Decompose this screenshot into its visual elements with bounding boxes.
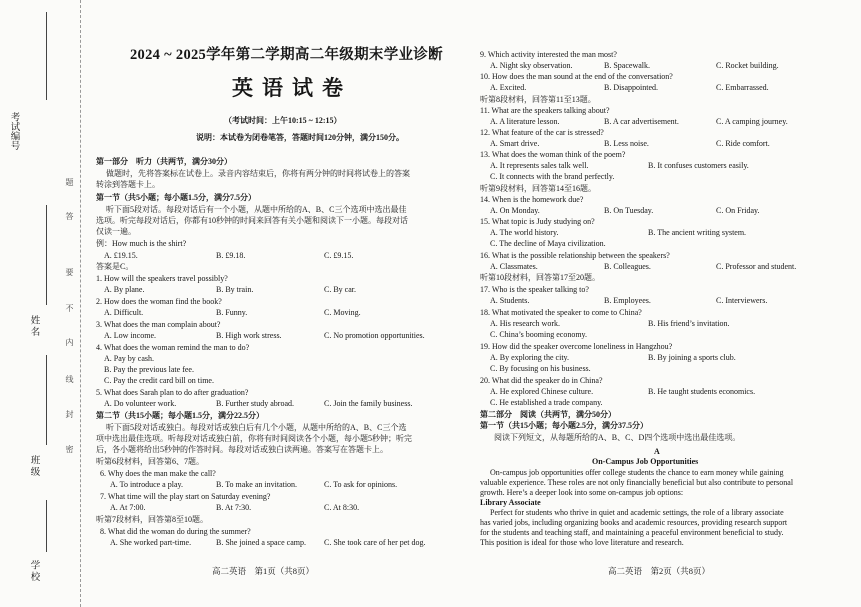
section1-text: 仅读一遍。 [96, 227, 136, 236]
part1-heading: 第一部分 听力（共两节，满分30分） [96, 157, 232, 166]
option: B. Disappointed. [604, 83, 658, 92]
option: C. By focusing on his business. [490, 364, 591, 373]
page-footer: 高二英语 第1页（共8页） [212, 566, 315, 576]
option: A. The world history. [490, 228, 559, 237]
option: A. Difficult. [104, 308, 144, 317]
option: A. Pay by cash. [104, 354, 154, 363]
passage-line: On-campus job opportunities offer college students the chance to earn money while gaining [490, 468, 784, 477]
section1-text: 选项。听完每段对话后，你都有10秒钟的时间来回答有关小题和阅读下一小题。每段对话 [96, 216, 408, 225]
option: C. At 8:30. [324, 503, 360, 512]
option: B. By train. [216, 285, 254, 294]
option: A. His research work. [490, 319, 560, 328]
passage-line: Perfect for students who thrive in quiet and academic settings, the role of a library associate [490, 508, 784, 517]
seal-char: 不 [65, 304, 74, 312]
option: A. To introduce a play. [110, 480, 183, 489]
option: A. £19.15. [104, 251, 138, 260]
option: B. He taught students economics. [648, 387, 756, 396]
class-label: 班 级 [28, 455, 39, 477]
option: C. £9.15. [324, 251, 354, 260]
class-line [46, 355, 47, 445]
name-label: 姓 名 [28, 315, 39, 337]
intro-line: 做题时，先将答案标在试卷上。录音内容结束后，你将有两分钟的时间将试卷上的答案 [106, 169, 410, 178]
option: C. Pay the credit card bill on time. [104, 376, 214, 385]
option: B. To make an invitation. [216, 480, 298, 489]
option: B. Further study abroad. [216, 399, 294, 408]
question: 8. What did the woman do during the summer? [100, 527, 251, 536]
question: 14. When is the homework due? [480, 195, 584, 204]
option: B. It confuses customers easily. [648, 161, 749, 170]
passage-line: for the students and teaching staff, and maintaining a peaceful environment beneficial to study. [480, 528, 784, 537]
question: 13. What does the woman think of the poem? [480, 150, 626, 159]
exam-number-line [46, 12, 47, 100]
material-note: 听第9段材料，回答第14至16题。 [480, 184, 596, 193]
binding-margin [0, 0, 81, 607]
option: B. Less noise. [604, 139, 649, 148]
option: B. On Tuesday. [604, 206, 654, 215]
option: A. Do volunteer work. [104, 399, 177, 408]
seal-char: 题 [65, 178, 74, 186]
option: B. £9.18. [216, 251, 246, 260]
school-label: 学 校 [28, 560, 39, 582]
section1-heading: 第一节（共5小题；每小题1.5分，满分7.5分） [96, 193, 256, 202]
question: 11. What are the speakers talking about? [480, 106, 610, 115]
question: 18. What motivated the speaker to come to China? [480, 308, 642, 317]
option: B. His friend’s invitation. [648, 319, 730, 328]
passage-line: This position is ideal for those who love literature and research. [480, 538, 684, 547]
question: 2. How does the woman find the book? [96, 297, 222, 306]
subject-title: 英语试卷 [232, 76, 352, 100]
option: C. A camping journey. [716, 117, 788, 126]
part2-heading: 第二部分 阅读（共两节，满分50分） [480, 410, 616, 419]
option: A. Low income. [104, 331, 156, 340]
exam-number-label: 考试编号 [8, 112, 19, 150]
option: C. He established a trade company. [490, 398, 603, 407]
question: 9. Which activity interested the man most? [480, 50, 617, 59]
question: 12. What feature of the car is stressed? [480, 128, 604, 137]
seal-char: 封 [65, 410, 74, 418]
question: 20. What did the speaker do in China? [480, 376, 603, 385]
option: C. Moving. [324, 308, 361, 317]
question: 3. What does the man complain about? [96, 320, 221, 329]
name-line [46, 205, 47, 305]
option: C. Professor and student. [716, 262, 797, 271]
option: C. She took care of her pet dog. [324, 538, 426, 547]
subsection-title: Library Associate [480, 498, 541, 507]
question: 7. What time will the play start on Saturday evening? [100, 492, 271, 501]
exam-title: 2024 ~ 2025学年第二学期高二年级期末学业诊断 [130, 47, 443, 63]
section1-text: 听下面5段对话。每段对话后有一个小题，从题中所给的A、B、C三个选项中选出最佳 [106, 205, 407, 214]
question: 5. What does Sarah plan to do after graduation? [96, 388, 249, 397]
question: 17. Who is the speaker talking to? [480, 285, 589, 294]
option: B. At 7:30. [216, 503, 252, 512]
reading-section1-heading: 第一节（共15小题；每小题2.5分，满分37.5分） [480, 421, 648, 430]
option: C. To ask for opinions. [324, 480, 398, 489]
option: A. He explored Chinese culture. [490, 387, 594, 396]
option: B. She joined a space camp. [216, 538, 306, 547]
seal-char: 密 [65, 445, 74, 453]
option: A. It represents sales talk well. [490, 161, 589, 170]
option: B. Spacewalk. [604, 61, 650, 70]
seal-char: 线 [65, 375, 74, 383]
option: A. Smart drive. [490, 139, 540, 148]
passage-line: growth. Here’s a deeper look into some on-campus job options: [480, 488, 684, 497]
exam-time: （考试时间：上午10:15 ~ 12:15） [224, 116, 342, 125]
question: 6. Why does the man make the call? [100, 469, 216, 478]
exam-note: 说明：本试卷为闭卷笔答，答题时间120分钟，满分150分。 [196, 133, 404, 142]
material-note: 听第8段材料，回答第11至13题。 [480, 95, 596, 104]
material-note: 听第7段材料，回答第8至10题。 [96, 515, 208, 524]
passage-letter: A [654, 447, 660, 456]
question: 19. How did the speaker overcome loneliness in Hangzhou? [480, 342, 673, 351]
intro-line: 转涂到答题卡上。 [96, 180, 160, 189]
option: A. At 7:00. [110, 503, 146, 512]
option: A. By exploring the city. [490, 353, 570, 362]
option: B. Funny. [216, 308, 248, 317]
option: A. Excited. [490, 83, 527, 92]
option: C. Join the family business. [324, 399, 413, 408]
question: 16. What is the possible relationship between the speakers? [480, 251, 670, 260]
option: B. Pay the previous late fee. [104, 365, 194, 374]
seal-char: 内 [65, 338, 74, 346]
option: A. Students. [490, 296, 530, 305]
option: B. High work stress. [216, 331, 282, 340]
question: 1. How will the speakers travel possibly? [96, 274, 228, 283]
passage-line: valuable experience. These roles are not only financially beneficial but also contribute to personal [480, 478, 794, 487]
passage-title: On-Campus Job Opportunities [592, 457, 699, 466]
question: 4. What does the woman remind the man to do? [96, 343, 250, 352]
option: C. On Friday. [716, 206, 760, 215]
option: C. Interviewers. [716, 296, 768, 305]
reading-instruction: 阅读下列短文，从每题所给的A、B、C、D四个选项中选出最佳选项。 [494, 433, 741, 442]
school-line [46, 500, 47, 552]
option: B. By joining a sports club. [648, 353, 736, 362]
section2-heading: 第二节（共15小题；每小题1.5分，满分22.5分） [96, 411, 264, 420]
option: C. Embarrassed. [716, 83, 769, 92]
material-note: 听第6段材料，回答第6、7题。 [96, 457, 204, 466]
option: C. China’s booming economy. [490, 330, 588, 339]
section2-text: 项中选出最佳选项。听每段对话或独白前，你将有时间阅读各个小题，每小题5秒钟；听完 [96, 434, 412, 443]
question: 10. How does the man sound at the end of the conversation? [480, 72, 673, 81]
material-note: 听第10段材料，回答第17至20题。 [480, 273, 600, 282]
option: A. A literature lesson. [490, 117, 560, 126]
seal-char: 要 [65, 268, 74, 276]
option: C. Ride comfort. [716, 139, 770, 148]
option: C. The decline of Maya civilization. [490, 239, 606, 248]
option: C. Rocket building. [716, 61, 779, 70]
option: B. A car advertisement. [604, 117, 679, 126]
option: B. The ancient writing system. [648, 228, 747, 237]
page-footer: 高二英语 第2页（共8页） [608, 566, 711, 576]
option: C. It connects with the brand perfectly. [490, 172, 615, 181]
question: 15. What topic is Judy studying on? [480, 217, 595, 226]
example-question: 例：How much is the shirt? [96, 239, 187, 248]
option: A. By plane. [104, 285, 145, 294]
option: C. By car. [324, 285, 356, 294]
option: A. She worked part-time. [110, 538, 192, 547]
option: A. On Monday. [490, 206, 540, 215]
option: B. Employees. [604, 296, 651, 305]
section2-text: 后，各小题将给出5秒钟的作答时间。每段对话或独白读两遍。答案写在答题卡上。 [96, 445, 388, 454]
option: B. Colleagues. [604, 262, 651, 271]
example-answer: 答案是C。 [96, 262, 134, 271]
seal-char: 答 [65, 212, 74, 220]
option: A. Classmates. [490, 262, 538, 271]
section2-text: 听下面5段对话或独白。每段对话或独白后有几个小题，从题中所给的A、B、C三个选 [106, 423, 407, 432]
option: A. Night sky observation. [490, 61, 573, 70]
passage-line: has varied jobs, including organizing books and academic resources, providing research support [480, 518, 788, 527]
option: C. No promotion opportunities. [324, 331, 425, 340]
